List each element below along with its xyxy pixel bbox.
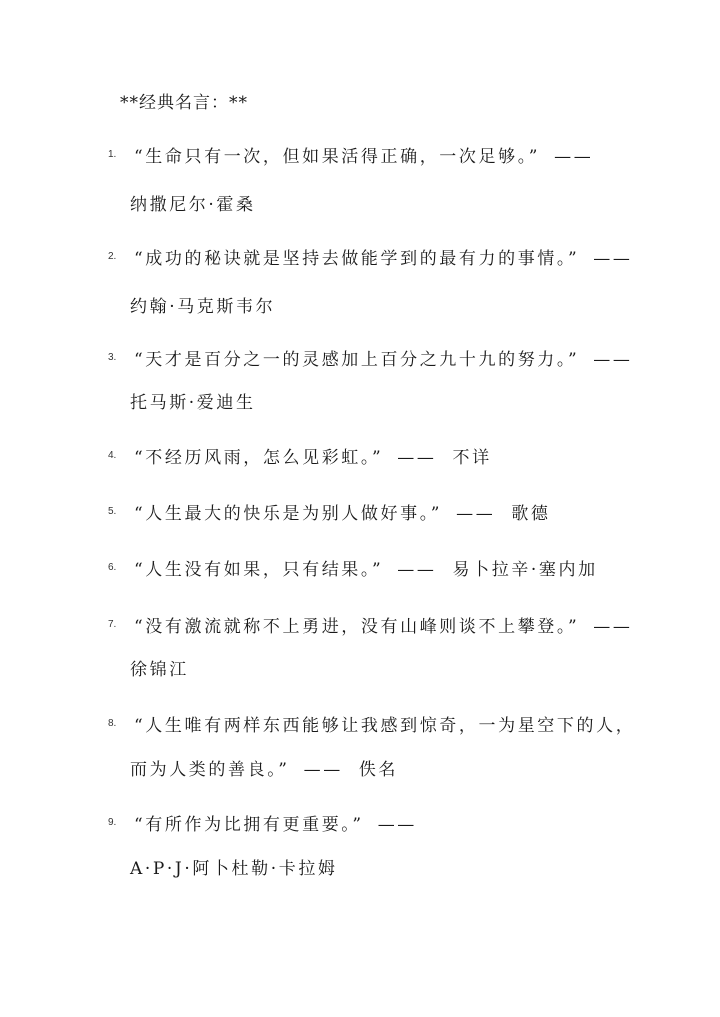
quote-text-line1: “没有激流就称不上勇进，没有山峰则谈不上攀登。” bbox=[134, 617, 580, 637]
quote-author: 约翰·马克斯韦尔 bbox=[130, 297, 276, 317]
quote-text-line1: “有所作为比拥有更重要。” bbox=[134, 815, 364, 835]
quote-author: 徐锦江 bbox=[130, 660, 189, 680]
quote-text-line1: “人生最大的快乐是为别人做好事。” bbox=[134, 504, 443, 524]
quote-text bbox=[134, 142, 593, 167]
quote-text bbox=[134, 244, 632, 269]
quote-dash: —— bbox=[593, 350, 633, 370]
quote-dash: —— bbox=[377, 815, 417, 835]
quote-number: 7. bbox=[108, 619, 117, 630]
quote-author: 易卜拉辛·塞内加 bbox=[452, 560, 598, 580]
quote-text-line1: “不经历风雨，怎么见彩虹。” bbox=[134, 448, 384, 468]
quote-text-line1: “人生没有如果，只有结果。” bbox=[134, 560, 384, 580]
quote-author: 托马斯·爱迪生 bbox=[130, 393, 256, 413]
quote-dash: —— bbox=[397, 448, 437, 468]
quote-number: 9. bbox=[108, 817, 117, 828]
quote-text-line1: “天才是百分之一的灵感加上百分之九十九的努力。” bbox=[134, 350, 580, 370]
quote-text: “人生唯有两样东西能够让我感到惊奇，一为星空下的人， bbox=[134, 716, 636, 736]
quote-author: 佚名 bbox=[358, 760, 399, 780]
quote-dash: —— bbox=[554, 147, 594, 167]
quote-text-continuation: 而为人类的善良。” bbox=[130, 760, 290, 780]
section-heading: **经典名言：** bbox=[120, 93, 248, 113]
quote-number: 8. bbox=[108, 718, 117, 729]
quote-number: 4. bbox=[108, 450, 117, 461]
quote-text bbox=[134, 612, 632, 637]
quote-number: 2. bbox=[108, 251, 117, 262]
quote-dash: —— bbox=[593, 249, 633, 269]
quote-number: 1. bbox=[108, 149, 117, 160]
quote-author: 纳撒尼尔·霍桑 bbox=[130, 195, 256, 215]
quote-dash: —— bbox=[397, 560, 437, 580]
quote-dash: —— bbox=[456, 504, 496, 524]
quote-number: 5. bbox=[108, 506, 117, 517]
quote-text-line2 bbox=[130, 755, 398, 780]
quote-number: 3. bbox=[108, 352, 117, 363]
quote-dash: —— bbox=[593, 617, 633, 637]
quote-text bbox=[134, 345, 632, 370]
quote-text bbox=[134, 499, 551, 524]
quote-text bbox=[134, 443, 492, 468]
quote-number: 6. bbox=[108, 562, 117, 573]
quote-text-line1: “成功的秘诀就是坚持去做能学到的最有力的事情。” bbox=[134, 249, 580, 269]
quote-text bbox=[134, 555, 598, 580]
quote-author: 歌德 bbox=[511, 504, 551, 524]
quote-author: 不详 bbox=[452, 448, 492, 468]
quote-text bbox=[134, 810, 417, 835]
quote-dash: —— bbox=[303, 760, 343, 780]
quote-author: A·P·J·阿卜杜勒·卡拉姆 bbox=[130, 859, 338, 879]
quote-text-line1: “生命只有一次，但如果活得正确，一次足够。” bbox=[134, 147, 541, 167]
